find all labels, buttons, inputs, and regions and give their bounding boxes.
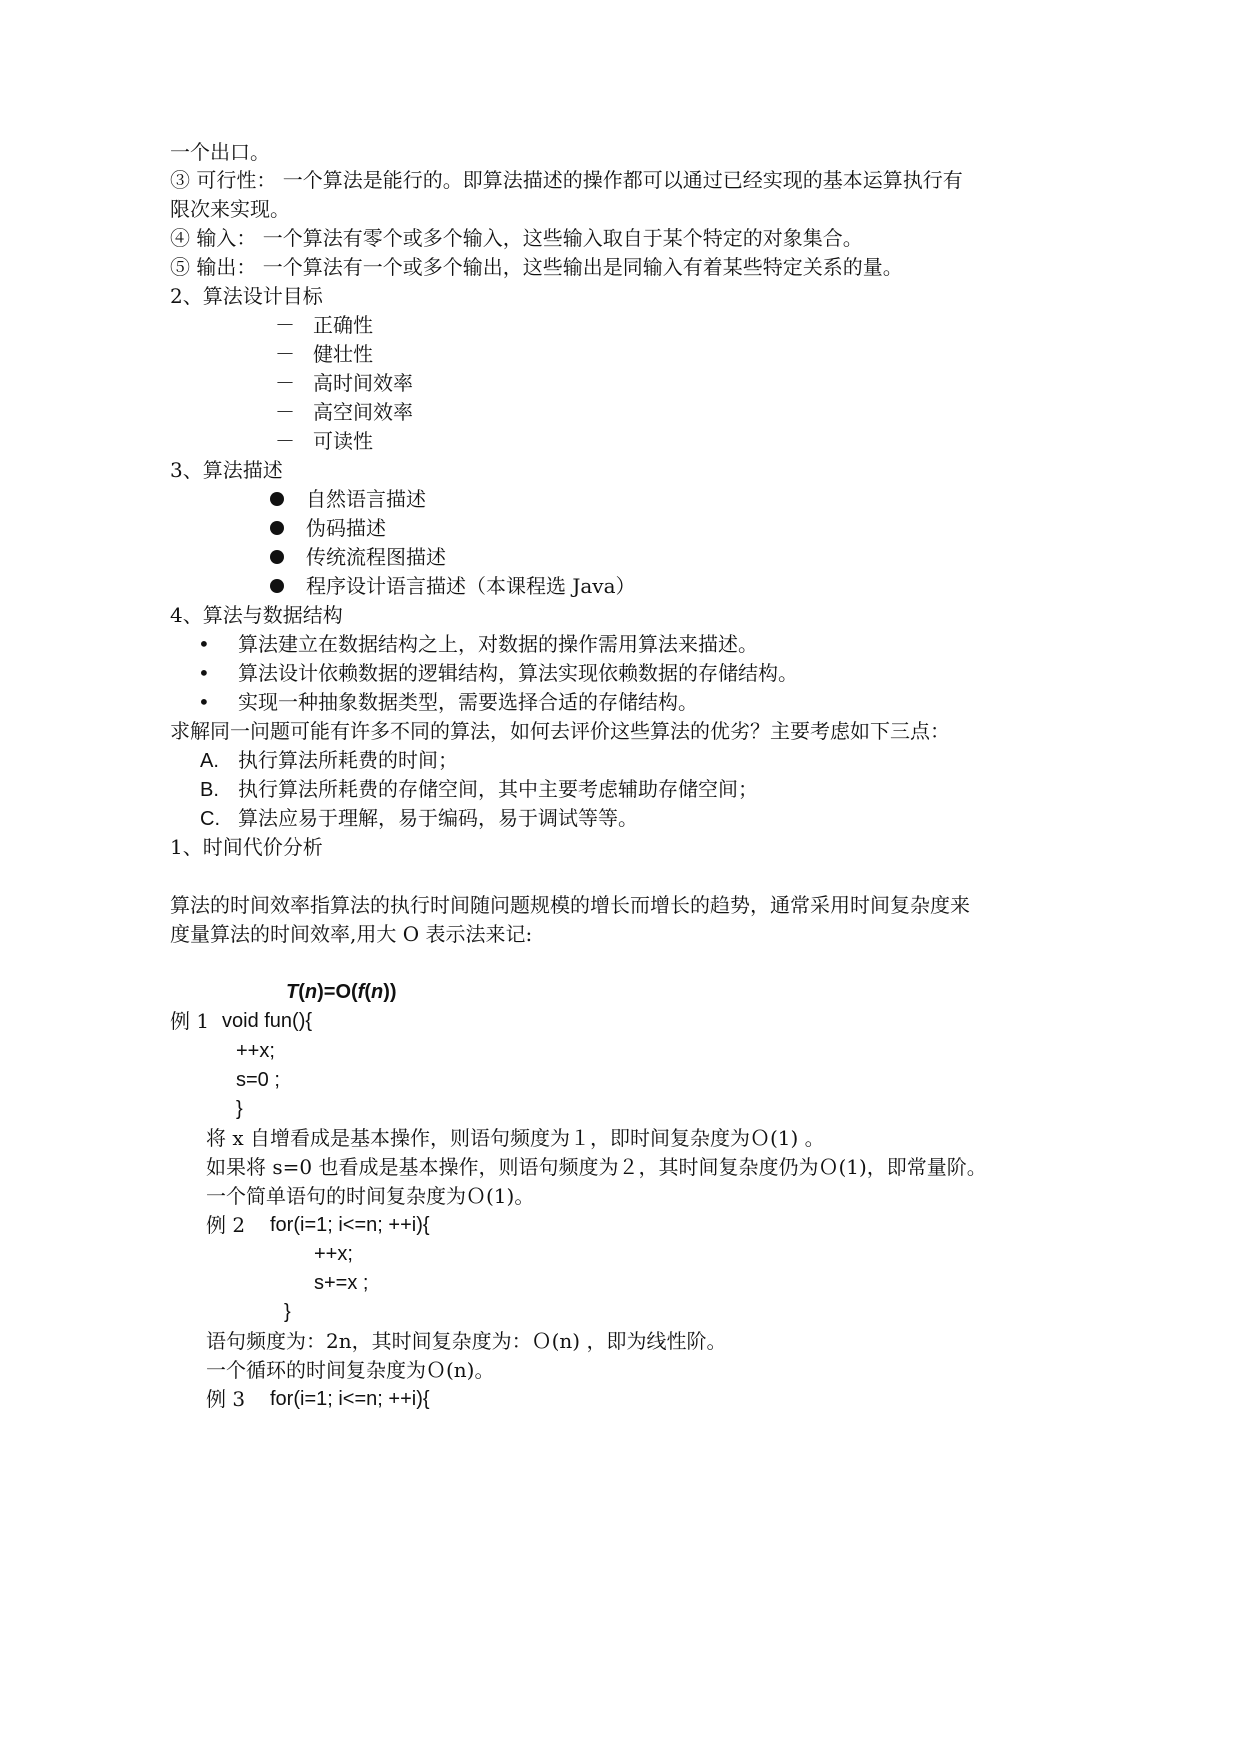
list-item-text: 伪码描述 — [306, 516, 386, 540]
list-item — [200, 804, 638, 833]
paragraph: 算法的时间效率指算法的执行时间随问题规模的增长而增长的趋势，通常采用时间复杂度来 — [170, 893, 970, 917]
list-item-text: 正确性 — [313, 313, 373, 337]
list-item — [275, 340, 373, 368]
example-label: 例 2 — [206, 1213, 246, 1237]
text-line: ③ 可行性： 一个算法是能行的。即算法描述的操作都可以通过已经实现的基本运算执行有 — [170, 168, 963, 192]
list-item-text: 自然语言描述 — [306, 487, 426, 511]
code-line: s=0 ; — [236, 1069, 280, 1091]
paragraph: 一个简单语句的时间复杂度为Ｏ(1)。 — [206, 1184, 535, 1208]
dash-marker: － — [275, 400, 295, 424]
list-item — [200, 746, 458, 775]
code-line: void fun(){ — [222, 1010, 313, 1032]
text-line: ⑤ 输出： 一个算法有一个或多个输出，这些输出是同输入有着某些特定关系的量。 — [170, 255, 903, 279]
bullet-marker: • — [198, 661, 210, 685]
bullet-icon — [270, 579, 284, 593]
dash-marker: － — [275, 342, 295, 366]
code-line: s+=x ; — [314, 1272, 369, 1294]
complexity-formula: T(n)=O(f(n)) — [286, 981, 397, 1003]
dash-marker: － — [275, 313, 295, 337]
list-item-text: 可读性 — [313, 429, 373, 453]
code-line: for(i=1; i<=n; ++i){ — [270, 1214, 430, 1236]
code-line: ++x; — [236, 1040, 275, 1062]
list-item — [200, 775, 758, 804]
list-item — [275, 369, 413, 397]
list-item-text: 高时间效率 — [313, 371, 413, 395]
code-line: } — [284, 1301, 291, 1323]
list-item-text: 算法设计依赖数据的逻辑结构，算法实现依赖数据的存储结构。 — [238, 661, 798, 685]
code-line: ++x; — [314, 1243, 353, 1265]
bullet-marker: • — [198, 690, 210, 714]
code-line: } — [236, 1098, 243, 1120]
list-item-text: 健壮性 — [313, 342, 373, 366]
paragraph: 如果将 s=0 也看成是基本操作，则语句频度为２，其时间复杂度仍为Ｏ(1)，即常量阶。 — [206, 1155, 987, 1179]
text-line: 限次来实现。 — [170, 197, 290, 221]
section-heading: 1、时间代价分析 — [170, 835, 323, 859]
example-label: 例 1 — [170, 1009, 210, 1033]
code-line: for(i=1; i<=n; ++i){ — [270, 1388, 430, 1410]
list-item — [198, 659, 798, 687]
example-label: 例 3 — [206, 1387, 246, 1411]
list-item-text: 执行算法所耗费的时间； — [238, 748, 458, 772]
list-item-text: 算法应易于理解，易于编码，易于调试等等。 — [238, 806, 638, 830]
list-item — [270, 543, 446, 571]
paragraph: 语句频度为：2n，其时间复杂度为：Ｏ(n) ，即为线性阶。 — [206, 1329, 727, 1353]
list-item — [198, 688, 698, 716]
section-heading: 4、算法与数据结构 — [170, 603, 343, 627]
list-item-text: 实现一种抽象数据类型，需要选择合适的存储结构。 — [238, 690, 698, 714]
list-item — [275, 311, 373, 339]
bullet-icon — [270, 550, 284, 564]
paragraph: 将 x 自增看成是基本操作，则语句频度为１，即时间复杂度为Ｏ(1) 。 — [206, 1126, 825, 1150]
bullet-marker: • — [198, 632, 210, 656]
list-item-text: 算法建立在数据结构之上，对数据的操作需用算法来描述。 — [238, 632, 758, 656]
list-item-text: 传统流程图描述 — [306, 545, 446, 569]
list-item — [275, 398, 413, 426]
bullet-icon — [270, 492, 284, 506]
paragraph: 求解同一问题可能有许多不同的算法，如何去评价这些算法的优劣？主要考虑如下三点： — [170, 719, 950, 743]
dash-marker: － — [275, 429, 295, 453]
dash-marker: － — [275, 371, 295, 395]
text-line: ④ 输入： 一个算法有零个或多个输入，这些输入取自于某个特定的对象集合。 — [170, 226, 863, 250]
section-heading: 3、算法描述 — [170, 458, 283, 482]
text-line: 一个出口。 — [170, 140, 270, 164]
list-item — [270, 514, 386, 542]
bullet-icon — [270, 521, 284, 535]
paragraph: 度量算法的时间效率,用大 O 表示法来记: — [170, 922, 533, 946]
list-item — [270, 572, 636, 600]
list-item — [198, 630, 758, 658]
list-item — [270, 485, 426, 513]
paragraph: 一个循环的时间复杂度为Ｏ(n)。 — [206, 1358, 495, 1382]
list-item-text: 程序设计语言描述（本课程选 Java） — [306, 574, 636, 598]
letter-marker: B. — [200, 779, 219, 801]
letter-marker: A. — [200, 750, 219, 772]
letter-marker: C. — [200, 808, 220, 830]
list-item-text: 执行算法所耗费的存储空间，其中主要考虑辅助存储空间； — [238, 777, 758, 801]
list-item-text: 高空间效率 — [313, 400, 413, 424]
list-item — [275, 427, 373, 455]
section-heading: 2、算法设计目标 — [170, 284, 323, 308]
